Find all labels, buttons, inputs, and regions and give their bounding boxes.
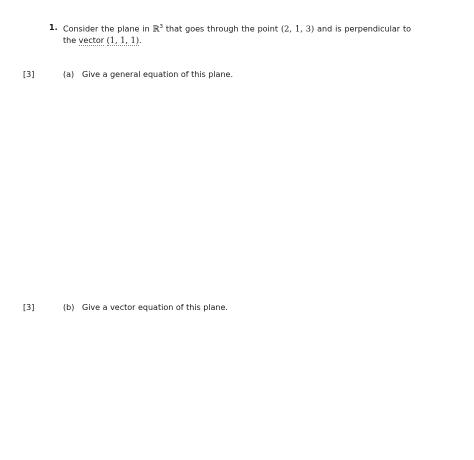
question-intro-pre: Consider the plane in bbox=[63, 24, 153, 34]
space-symbol: ℝ bbox=[152, 23, 160, 34]
space-exponent: 3 bbox=[159, 24, 163, 30]
question-number: 1. bbox=[49, 23, 58, 32]
point-coordinates: (2, 1, 3) bbox=[280, 23, 315, 34]
question-intro-mid: that goes through the point bbox=[162, 24, 281, 34]
part-b-label: (b) bbox=[63, 303, 75, 312]
question-statement bbox=[63, 22, 411, 46]
part-a-label: (a) bbox=[63, 70, 75, 79]
vector-word: vector bbox=[78, 35, 105, 45]
part-b-text: Give a vector equation of this plane. bbox=[82, 303, 228, 312]
part-b-marks: [3] bbox=[23, 303, 35, 312]
normal-vector: (1, 1, 1) bbox=[106, 34, 140, 45]
question-end-punct: . bbox=[139, 35, 142, 45]
part-a-text: Give a general equation of this plane. bbox=[82, 70, 233, 79]
part-a-marks: [3] bbox=[23, 70, 35, 79]
question-intro-post: and is perpendicular to the bbox=[63, 24, 411, 45]
